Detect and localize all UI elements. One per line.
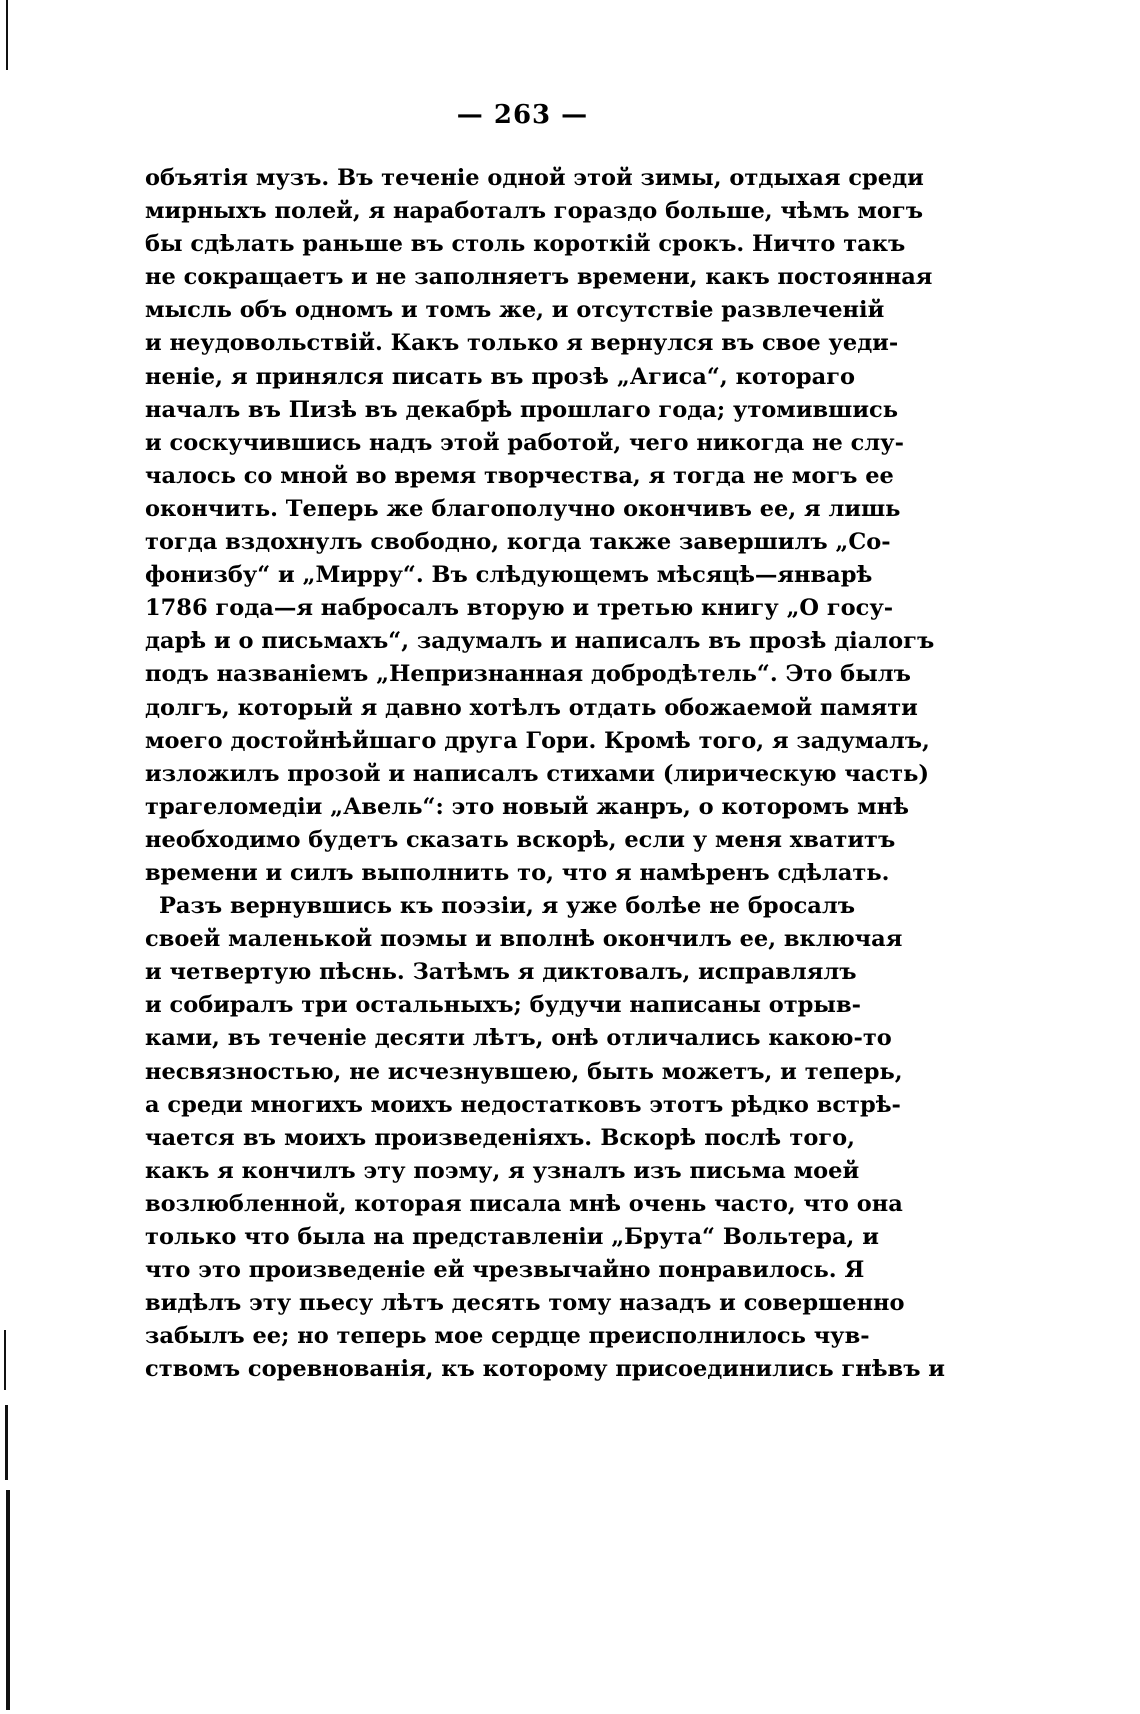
text-line: объятія музъ. Въ теченіе одной этой зимы, отдыхая среди [145,165,924,191]
text-line: началъ въ Пизѣ въ декабрѣ прошлаго года; утомившись [145,396,899,423]
text-line: моего достойнѣйшаго друга Гори. Кромѣ того, я задумалъ, [145,727,930,754]
text-line: и неудовольствій. Какъ только я вернулся въ свое уеди- [145,330,899,357]
text-line: фонизбу“ и „Мирру“. Въ слѣдующемъ мѣсяцѣ—январѣ [145,562,873,589]
text-line: несвязностью, не исчезнувшею, быть можетъ, и теперь, [145,1058,903,1085]
text-line: только что была на представленіи „Брута“ Вольтера, и [145,1224,879,1250]
text-line: видѣлъ эту пьесу лѣтъ десять тому назадъ и совершенно [145,1290,905,1317]
text-line: возлюбленной, которая писала мнѣ очень часто, что она [145,1190,903,1217]
text-line: 1786 года—я набросалъ вторую и третью книгу „О госу- [145,595,894,622]
text-line: необходимо будетъ сказать вскорѣ, если у меня хватитъ [145,826,896,853]
text-line: подъ названіемъ „Непризнанная добродѣтель“. Это былъ [145,661,911,688]
text-line: и собиралъ три остальныхъ; будучи написаны отрыв- [145,992,861,1019]
text-line: чалось со мной во время творчества, я тогда не могъ ее [145,462,894,489]
text-line: забылъ ее; но теперь мое сердце преисполнилось чув- [145,1323,870,1350]
text-line: трагеломедіи „Авель“: это новый жанръ, о которомъ мнѣ [145,793,909,820]
text-line: ствомъ соревнованія, къ которому присоединились гнѣвъ и [145,1356,945,1383]
text-line: и соскучившись надъ этой работой, чего никогда не слу- [145,429,904,456]
text-line: дарѣ и о письмахъ“, задумалъ и написалъ въ прозѣ діалогъ [145,628,935,655]
text-line: что это произведеніе ей чрезвычайно понравилось. Я [145,1257,865,1284]
text-line-paragraph-start: Разъ вернувшись къ поэзіи, я уже болѣе не бросалъ [159,893,855,920]
scan-edge-mark-top [6,0,8,70]
text-line: бы сдѣлать раньше въ столь короткій срокъ. Ничто такъ [145,231,906,258]
text-line: ками, въ теченіе десяти лѣтъ, онѣ отличались какою-то [145,1025,892,1052]
text-line: а среди многихъ моихъ недостатковъ этотъ рѣдко встрѣ- [145,1091,901,1118]
text-line: не сокращаетъ и не заполняетъ времени, какъ постоянная [145,264,933,291]
text-line: какъ я кончилъ эту поэму, я узналъ изъ письма моей [145,1157,860,1184]
page-number: — 263 — [456,100,589,130]
body-text [145,162,945,1386]
text-line: мысль объ одномъ и томъ же, и отсутствіе развлеченій [145,297,885,324]
text-line-paragraph-end: времени и силъ выполнить то, что я намѣренъ сдѣлать. [145,859,890,886]
text-line: долгъ, который я давно хотѣлъ отдать обожаемой памяти [145,694,918,721]
text-line: своей маленькой поэмы и вполнѣ окончилъ ее, включая [145,926,903,953]
scan-edge-mark-middle [4,1330,6,1390]
text-line: и четвертую пѣснь. Затѣмъ я диктовалъ, исправлялъ [145,959,857,986]
text-line: мирныхъ полей, я наработалъ гораздо больше, чѣмъ могъ [145,198,923,225]
text-line: неніе, я принялся писать въ прозѣ „Агиса“, котораго [145,363,855,390]
text-line: чается въ моихъ произведеніяхъ. Вскорѣ послѣ того, [145,1124,855,1151]
scan-edge-mark-bottom [6,1490,10,1710]
text-line: окончить. Теперь же благополучно окончивъ ее, я лишь [145,495,901,522]
text-line: тогда вздохнулъ свободно, когда также завершилъ „Со- [145,529,891,556]
text-line: изложилъ прозой и написалъ стихами (лирическую часть) [145,760,929,787]
scan-edge-mark-lower [5,1405,8,1480]
